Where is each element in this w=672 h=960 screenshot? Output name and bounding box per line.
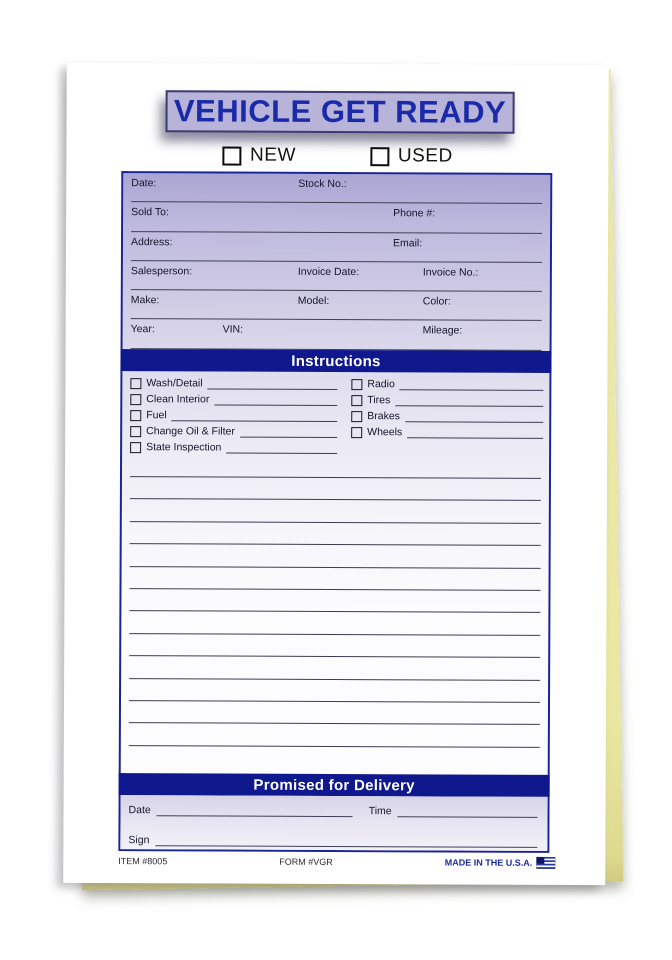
field-label: Invoice No.:: [422, 266, 479, 279]
us-flag-icon: [536, 857, 555, 869]
field-label: Salesperson:: [130, 264, 193, 278]
header-fields: [123, 173, 551, 351]
write-line: [214, 393, 337, 406]
checkbox-icon: [351, 379, 362, 390]
checkbox-item: [130, 375, 337, 392]
date-time-row: [129, 803, 538, 818]
promised-header-bar: [119, 773, 550, 797]
checkbox-icon: [130, 410, 141, 421]
checkbox-icon: [351, 427, 362, 438]
checkbox-label: State Inspection: [146, 441, 222, 454]
write-line: [226, 442, 337, 454]
condition-option-new: [222, 144, 296, 166]
field-label: Address:: [130, 235, 173, 248]
write-line: [208, 377, 338, 390]
blank-line: [129, 700, 540, 703]
item-number: ITEM #8005: [118, 856, 168, 867]
checkbox-icon: [130, 442, 141, 453]
checkbox-icon: [351, 395, 362, 406]
checkbox-item: [130, 423, 337, 440]
checkbox-item: [351, 424, 543, 441]
write-line: [240, 426, 337, 438]
field-label: Phone #:: [393, 207, 436, 220]
checkbox-icon: [351, 411, 362, 422]
blank-line: [129, 588, 540, 591]
checkbox-label: Wheels: [367, 426, 403, 439]
checkbox-label: Tires: [367, 394, 391, 407]
blank-line: [129, 655, 540, 658]
field-row: [123, 261, 550, 292]
checkbox-item: [130, 407, 337, 424]
blank-line: [130, 476, 541, 479]
condition-option-used: [370, 145, 453, 167]
condition-options: [66, 144, 608, 168]
write-line: [405, 410, 543, 423]
field-label: Make:: [130, 294, 160, 307]
checkbox-item: [351, 376, 543, 393]
form-footer: [118, 855, 555, 869]
date-write-line: [157, 803, 353, 817]
checklist-left-column: [130, 375, 337, 456]
blank-line: [130, 498, 541, 501]
sign-write-line: [155, 833, 537, 848]
used-label: USED: [397, 145, 453, 167]
field-row: [123, 173, 550, 204]
used-checkbox-icon: [370, 147, 389, 166]
notes-lines: [129, 465, 541, 757]
field-label: Email:: [392, 236, 423, 249]
field-label: Date:: [131, 177, 157, 190]
write-line: [172, 409, 338, 422]
form-sheet: [63, 63, 609, 885]
checkbox-icon: [130, 394, 141, 405]
field-row: [123, 202, 550, 233]
write-line: [400, 378, 544, 391]
field-row: [123, 232, 550, 263]
checkbox-label: Fuel: [146, 409, 167, 422]
write-line: [395, 394, 543, 407]
blank-line: [129, 678, 540, 681]
field-label: Color:: [422, 295, 451, 308]
sign-row: [128, 833, 537, 848]
field-row: [123, 290, 550, 321]
form-number: FORM #VGR: [279, 856, 333, 867]
blank-line: [129, 745, 540, 748]
field-label: Model:: [297, 295, 330, 308]
new-checkbox-icon: [222, 146, 241, 165]
checklist-right-column: [337, 376, 543, 457]
blank-line: [129, 633, 540, 636]
field-label: Sold To:: [131, 206, 169, 219]
promised-heading: Promised for Delivery: [253, 776, 415, 794]
blank-line: [130, 543, 541, 546]
field-label: Invoice Date:: [297, 265, 360, 278]
time-label: Time: [368, 805, 392, 818]
checkbox-label: Clean Interior: [146, 393, 210, 406]
field-label: Year:: [130, 323, 155, 336]
checkbox-label: Brakes: [367, 410, 400, 423]
write-line: [407, 426, 543, 439]
promised-section: [120, 795, 547, 851]
date-label: Date: [128, 804, 151, 817]
form-title: VEHICLE GET READY: [173, 93, 507, 130]
field-label: Mileage:: [422, 324, 463, 338]
checkbox-label: Wash/Detail: [146, 377, 203, 390]
sign-label: Sign: [128, 834, 150, 847]
checkbox-label: Radio: [367, 378, 395, 391]
checkbox-icon: [130, 378, 141, 389]
form-title-banner: [165, 90, 514, 134]
checkbox-item: [351, 392, 543, 409]
checkbox-item: [351, 408, 543, 425]
checkbox-item: [130, 391, 337, 408]
field-row: [123, 320, 550, 351]
instructions-heading: Instructions: [291, 352, 381, 370]
checkbox-label: Change Oil & Filter: [146, 425, 235, 438]
new-label: NEW: [250, 144, 296, 166]
form-body: [118, 171, 552, 853]
time-write-line: [398, 804, 538, 818]
blank-line: [130, 521, 541, 524]
field-label: VIN:: [222, 323, 244, 337]
made-in-usa-label: MADE IN THE U.S.A.: [444, 857, 533, 868]
blank-line: [129, 722, 540, 725]
blank-line: [130, 566, 541, 569]
instructions-header-bar: [120, 349, 551, 373]
instructions-checklist: [130, 375, 543, 457]
checkbox-item: [130, 439, 337, 456]
checkbox-icon: [130, 426, 141, 437]
blank-line: [129, 610, 540, 613]
made-in-usa: [445, 856, 556, 868]
field-label: Stock No.:: [298, 177, 347, 191]
